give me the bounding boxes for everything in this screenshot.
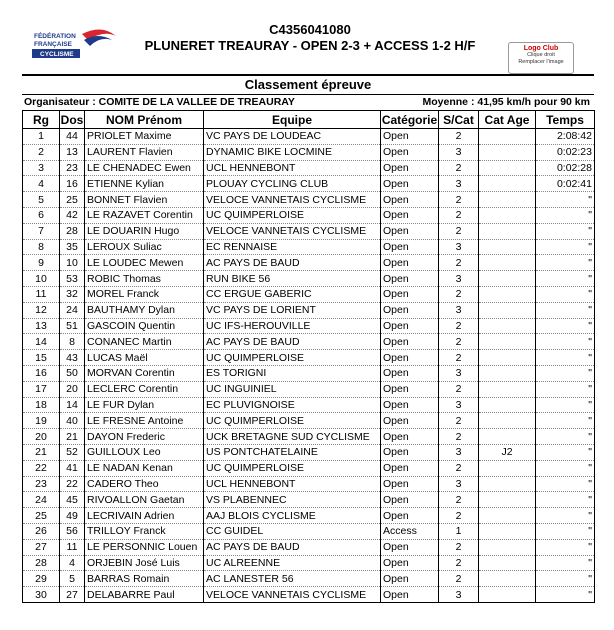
cell-name: LE RAZAVET Corentin — [85, 207, 204, 223]
cell-subcategory: 3 — [439, 239, 479, 255]
cell-team: UCK BRETAGNE SUD CYCLISME — [204, 429, 381, 445]
cell-rank: 5 — [23, 192, 60, 208]
cell-team: CC ERGUE GABERIC — [204, 286, 381, 302]
table-row — [23, 255, 595, 271]
cell-rank: 14 — [23, 334, 60, 350]
cell-subcategory: 2 — [439, 318, 479, 334]
cell-subcategory: 2 — [439, 508, 479, 524]
cell-subcategory: 2 — [439, 492, 479, 508]
cell-age-category — [479, 255, 536, 271]
cell-name: CONANEC Martin — [85, 334, 204, 350]
cell-time: " — [536, 523, 595, 539]
cell-age-category — [479, 571, 536, 587]
cell-bib: 45 — [60, 492, 85, 508]
cell-bib: 8 — [60, 334, 85, 350]
cell-team: VELOCE VANNETAIS CYCLISME — [204, 192, 381, 208]
cell-category: Open — [381, 223, 439, 239]
cell-team: VC PAYS DE LORIENT — [204, 302, 381, 318]
club-logo-hint1: Clique droit — [527, 52, 555, 58]
cell-team: AAJ BLOIS CYCLISME — [204, 508, 381, 524]
cell-time: 0:02:23 — [536, 144, 595, 160]
cell-team: RUN BIKE 56 — [204, 271, 381, 287]
cell-rank: 21 — [23, 444, 60, 460]
cell-subcategory: 2 — [439, 429, 479, 445]
cell-name: LE CHENADEC Ewen — [85, 160, 204, 176]
cell-team: PLOUAY CYCLING CLUB — [204, 176, 381, 192]
table-row — [23, 555, 595, 571]
cell-time: " — [536, 397, 595, 413]
cell-category: Access — [381, 523, 439, 539]
cell-bib: 53 — [60, 271, 85, 287]
cell-time: " — [536, 571, 595, 587]
cell-team: VS PLABENNEC — [204, 492, 381, 508]
cell-category: Open — [381, 334, 439, 350]
cell-name: LE DOUARIN Hugo — [85, 223, 204, 239]
cell-category: Open — [381, 144, 439, 160]
cell-age-category — [479, 302, 536, 318]
cell-name: ROBIC Thomas — [85, 271, 204, 287]
race-code: C4356041080 — [269, 22, 351, 37]
cell-time: " — [536, 271, 595, 287]
cell-name: LE LOUDEC Mewen — [85, 255, 204, 271]
cell-category: Open — [381, 492, 439, 508]
cell-time: " — [536, 444, 595, 460]
cell-time: " — [536, 207, 595, 223]
cell-category: Open — [381, 476, 439, 492]
cell-subcategory: 2 — [439, 286, 479, 302]
organisateur: Organisateur : COMITE DE LA VALLEE DE TREAURAY — [24, 96, 295, 108]
cell-name: TRILLOY Franck — [85, 523, 204, 539]
cell-age-category — [479, 129, 536, 145]
cell-time: 2:08:42 — [536, 129, 595, 145]
cell-time: " — [536, 302, 595, 318]
cell-age-category — [479, 397, 536, 413]
cell-rank: 29 — [23, 571, 60, 587]
cell-subcategory: 3 — [439, 271, 479, 287]
cell-time: " — [536, 413, 595, 429]
cell-name: LE FRESNE Antoine — [85, 413, 204, 429]
cell-category: Open — [381, 176, 439, 192]
cell-team: EC PLUVIGNOISE — [204, 397, 381, 413]
cell-name: BONNET Flavien — [85, 192, 204, 208]
cell-time: " — [536, 365, 595, 381]
table-row — [23, 397, 595, 413]
cell-bib: 41 — [60, 460, 85, 476]
cell-bib: 20 — [60, 381, 85, 397]
cell-bib: 23 — [60, 160, 85, 176]
cell-age-category — [479, 492, 536, 508]
cell-age-category — [479, 365, 536, 381]
cell-age-category — [479, 413, 536, 429]
cell-subcategory: 3 — [439, 144, 479, 160]
cell-subcategory: 3 — [439, 476, 479, 492]
cell-bib: 52 — [60, 444, 85, 460]
cell-category: Open — [381, 207, 439, 223]
col-header-scat: S/Cat — [439, 111, 479, 129]
table-row — [23, 460, 595, 476]
cell-bib: 44 — [60, 129, 85, 145]
cell-team: AC LANESTER 56 — [204, 571, 381, 587]
cell-category: Open — [381, 271, 439, 287]
cell-subcategory: 2 — [439, 555, 479, 571]
cell-time: " — [536, 492, 595, 508]
cell-subcategory: 3 — [439, 444, 479, 460]
cell-subcategory: 2 — [439, 571, 479, 587]
cell-category: Open — [381, 429, 439, 445]
cell-name: LAURENT Flavien — [85, 144, 204, 160]
cell-time: " — [536, 223, 595, 239]
cell-age-category — [479, 381, 536, 397]
cell-bib: 22 — [60, 476, 85, 492]
cell-time: " — [536, 460, 595, 476]
cell-category: Open — [381, 381, 439, 397]
table-row — [23, 271, 595, 287]
ffc-logo — [32, 26, 118, 64]
cell-name: BARRAS Romain — [85, 571, 204, 587]
cell-rank: 22 — [23, 460, 60, 476]
cell-bib: 56 — [60, 523, 85, 539]
cell-name: LE PERSONNIC Louen — [85, 539, 204, 555]
table-row — [23, 413, 595, 429]
table-row — [23, 365, 595, 381]
cell-name: LUCAS Maël — [85, 350, 204, 366]
table-row — [23, 223, 595, 239]
cell-rank: 15 — [23, 350, 60, 366]
table-row — [23, 192, 595, 208]
club-logo-placeholder[interactable] — [508, 42, 574, 74]
cell-rank: 20 — [23, 429, 60, 445]
cell-subcategory: 3 — [439, 365, 479, 381]
cell-category: Open — [381, 397, 439, 413]
cell-age-category — [479, 286, 536, 302]
cell-team: DYNAMIC BIKE LOCMINE — [204, 144, 381, 160]
cell-bib: 10 — [60, 255, 85, 271]
cell-bib: 43 — [60, 350, 85, 366]
col-header-categorie: Catégorie — [381, 112, 438, 127]
cell-category: Open — [381, 555, 439, 571]
cell-category: Open — [381, 318, 439, 334]
table-row — [23, 144, 595, 160]
table-row — [23, 318, 595, 334]
club-logo-hint2: Remplacer l'image — [518, 59, 564, 65]
cell-subcategory: 2 — [439, 160, 479, 176]
cell-name: DELABARRE Paul — [85, 587, 204, 603]
cell-category: Open — [381, 302, 439, 318]
cell-category: Open — [381, 129, 439, 145]
cell-rank: 16 — [23, 365, 60, 381]
cell-name: MOREL Franck — [85, 286, 204, 302]
cell-subcategory: 2 — [439, 350, 479, 366]
cell-bib: 50 — [60, 365, 85, 381]
cell-name: DAYON Frederic — [85, 429, 204, 445]
results-table — [22, 110, 595, 603]
cell-subcategory: 3 — [439, 397, 479, 413]
cell-name: MORVAN Corentin — [85, 365, 204, 381]
cell-time: " — [536, 555, 595, 571]
table-row — [23, 492, 595, 508]
cell-bib: 32 — [60, 286, 85, 302]
cell-team: EC RENNAISE — [204, 239, 381, 255]
cell-age-category — [479, 271, 536, 287]
cell-rank: 18 — [23, 397, 60, 413]
cell-bib: 40 — [60, 413, 85, 429]
ffc-logo-line2: FRANÇAISE — [34, 41, 72, 48]
table-row — [23, 286, 595, 302]
cell-bib: 21 — [60, 429, 85, 445]
cell-rank: 4 — [23, 176, 60, 192]
cell-rank: 28 — [23, 555, 60, 571]
cell-team: UC QUIMPERLOISE — [204, 413, 381, 429]
cell-subcategory: 2 — [439, 129, 479, 145]
cell-team: UC QUIMPERLOISE — [204, 207, 381, 223]
cell-age-category — [479, 460, 536, 476]
table-row — [23, 539, 595, 555]
cell-time: " — [536, 429, 595, 445]
cell-rank: 19 — [23, 413, 60, 429]
cell-name: LEROUX Suliac — [85, 239, 204, 255]
cell-time: " — [536, 476, 595, 492]
cell-name: PRIOLET Maxime — [85, 129, 204, 145]
cell-team: VELOCE VANNETAIS CYCLISME — [204, 223, 381, 239]
cell-bib: 11 — [60, 539, 85, 555]
cell-time: 0:02:28 — [536, 160, 595, 176]
cell-category: Open — [381, 508, 439, 524]
table-row — [23, 239, 595, 255]
cell-rank: 2 — [23, 144, 60, 160]
cell-category: Open — [381, 286, 439, 302]
cell-time: " — [536, 350, 595, 366]
table-row — [23, 334, 595, 350]
cell-bib: 28 — [60, 223, 85, 239]
cell-rank: 9 — [23, 255, 60, 271]
cell-age-category — [479, 223, 536, 239]
cell-subcategory: 2 — [439, 334, 479, 350]
cell-team: CC GUIDEL — [204, 523, 381, 539]
col-header-catage: Cat Age — [479, 111, 536, 129]
cell-team: AC PAYS DE BAUD — [204, 334, 381, 350]
cell-age-category — [479, 429, 536, 445]
cell-age-category — [479, 587, 536, 603]
cell-rank: 8 — [23, 239, 60, 255]
cell-age-category — [479, 176, 536, 192]
cell-rank: 6 — [23, 207, 60, 223]
cell-rank: 10 — [23, 271, 60, 287]
cell-name: LECLERC Corentin — [85, 381, 204, 397]
cell-subcategory: 1 — [439, 523, 479, 539]
table-row — [23, 129, 595, 145]
table-row — [23, 587, 595, 603]
cell-time: " — [536, 334, 595, 350]
cell-team: UCL HENNEBONT — [204, 160, 381, 176]
cell-age-category — [479, 144, 536, 160]
cell-category: Open — [381, 444, 439, 460]
cell-team: AC PAYS DE BAUD — [204, 539, 381, 555]
race-title: PLUNERET TREAURAY - OPEN 2-3 + ACCESS 1-2 H/F — [144, 38, 476, 53]
section-title: Classement épreuve — [22, 76, 594, 95]
ffc-logo-line1: FÉDÉRATION — [34, 33, 76, 40]
cell-age-category — [479, 508, 536, 524]
cell-category: Open — [381, 460, 439, 476]
table-row — [23, 476, 595, 492]
cell-team: ES TORIGNI — [204, 365, 381, 381]
col-header-equipe: Equipe — [204, 111, 381, 129]
cell-team: AC PAYS DE BAUD — [204, 255, 381, 271]
cell-category: Open — [381, 192, 439, 208]
table-row — [23, 207, 595, 223]
cell-subcategory: 3 — [439, 176, 479, 192]
cell-age-category — [479, 476, 536, 492]
col-header-nom: NOM Prénom — [85, 111, 204, 129]
cell-age-category — [479, 334, 536, 350]
cell-bib: 51 — [60, 318, 85, 334]
cell-bib: 35 — [60, 239, 85, 255]
cell-team: US PONTCHATELAINE — [204, 444, 381, 460]
cell-subcategory: 2 — [439, 381, 479, 397]
cell-age-category — [479, 192, 536, 208]
table-row — [23, 508, 595, 524]
race-info — [22, 96, 594, 109]
cell-rank: 12 — [23, 302, 60, 318]
cell-name: ETIENNE Kylian — [85, 176, 204, 192]
table-row — [23, 176, 595, 192]
cell-rank: 25 — [23, 508, 60, 524]
cell-age-category — [479, 160, 536, 176]
cell-bib: 49 — [60, 508, 85, 524]
cell-name: LE NADAN Kenan — [85, 460, 204, 476]
table-row — [23, 160, 595, 176]
table-row — [23, 381, 595, 397]
cell-name: CADERO Theo — [85, 476, 204, 492]
cell-bib: 27 — [60, 587, 85, 603]
table-row — [23, 429, 595, 445]
cell-time: " — [536, 239, 595, 255]
cell-rank: 13 — [23, 318, 60, 334]
cell-age-category: J2 — [479, 444, 536, 460]
cell-team: UC IFS-HEROUVILLE — [204, 318, 381, 334]
cell-rank: 30 — [23, 587, 60, 603]
cell-bib: 25 — [60, 192, 85, 208]
cell-subcategory: 2 — [439, 207, 479, 223]
cell-subcategory: 2 — [439, 413, 479, 429]
cell-rank: 3 — [23, 160, 60, 176]
cell-name: RIVOALLON Gaetan — [85, 492, 204, 508]
cell-bib: 4 — [60, 555, 85, 571]
cell-team: UC ALREENNE — [204, 555, 381, 571]
cell-subcategory: 2 — [439, 460, 479, 476]
cell-subcategory: 3 — [439, 587, 479, 603]
cell-category: Open — [381, 571, 439, 587]
cell-rank: 11 — [23, 286, 60, 302]
cell-time: " — [536, 255, 595, 271]
cell-name: LE FUR Dylan — [85, 397, 204, 413]
cell-age-category — [479, 207, 536, 223]
cell-rank: 26 — [23, 523, 60, 539]
cell-category: Open — [381, 587, 439, 603]
cell-age-category — [479, 318, 536, 334]
moyenne: Moyenne : 41,95 km/h pour 90 km — [422, 96, 590, 108]
cell-team: VC PAYS DE LOUDEAC — [204, 129, 381, 145]
col-header-rg: Rg — [23, 111, 60, 129]
col-header-temps: Temps — [536, 111, 595, 129]
cell-category: Open — [381, 350, 439, 366]
cell-time: " — [536, 286, 595, 302]
cell-rank: 27 — [23, 539, 60, 555]
cell-category: Open — [381, 365, 439, 381]
cell-name: LECRIVAIN Adrien — [85, 508, 204, 524]
cell-rank: 24 — [23, 492, 60, 508]
cell-age-category — [479, 555, 536, 571]
cell-rank: 7 — [23, 223, 60, 239]
cell-name: GASCOIN Quentin — [85, 318, 204, 334]
cell-subcategory: 2 — [439, 192, 479, 208]
cell-subcategory: 2 — [439, 223, 479, 239]
cell-time: " — [536, 381, 595, 397]
cell-bib: 14 — [60, 397, 85, 413]
cell-team: UC QUIMPERLOISE — [204, 350, 381, 366]
cell-category: Open — [381, 539, 439, 555]
cell-team: UC QUIMPERLOISE — [204, 460, 381, 476]
cell-team: UCL HENNEBONT — [204, 476, 381, 492]
cell-subcategory: 2 — [439, 255, 479, 271]
cell-subcategory: 2 — [439, 539, 479, 555]
cell-team: VELOCE VANNETAIS CYCLISME — [204, 587, 381, 603]
cell-name: GUILLOUX Leo — [85, 444, 204, 460]
col-header-dos: Dos — [60, 112, 84, 127]
table-row — [23, 350, 595, 366]
cell-time: " — [536, 508, 595, 524]
cell-category: Open — [381, 160, 439, 176]
table-header-row — [23, 111, 595, 129]
cell-team: UC INGUINIEL — [204, 381, 381, 397]
club-logo-title: Logo Club — [523, 45, 559, 52]
cell-category: Open — [381, 255, 439, 271]
cell-age-category — [479, 239, 536, 255]
table-row — [23, 523, 595, 539]
table-row — [23, 571, 595, 587]
cell-category: Open — [381, 239, 439, 255]
cell-name: BAUTHAMY Dylan — [85, 302, 204, 318]
cell-bib: 24 — [60, 302, 85, 318]
cell-time: 0:02:41 — [536, 176, 595, 192]
cell-time: " — [536, 539, 595, 555]
cell-time: " — [536, 192, 595, 208]
cell-category: Open — [381, 413, 439, 429]
cell-rank: 1 — [23, 129, 60, 145]
cell-age-category — [479, 539, 536, 555]
table-row — [23, 302, 595, 318]
cell-bib: 42 — [60, 207, 85, 223]
cell-time: " — [536, 318, 595, 334]
cell-bib: 13 — [60, 144, 85, 160]
table-row — [23, 444, 595, 460]
cell-name: ORJEBIN José Luis — [85, 555, 204, 571]
cell-bib: 16 — [60, 176, 85, 192]
cell-rank: 23 — [23, 476, 60, 492]
cell-age-category — [479, 350, 536, 366]
cell-bib: 5 — [60, 571, 85, 587]
cell-time: " — [536, 587, 595, 603]
cell-rank: 17 — [23, 381, 60, 397]
ffc-logo-line3: CYCLISME — [40, 51, 74, 58]
cell-subcategory: 3 — [439, 302, 479, 318]
cell-age-category — [479, 523, 536, 539]
